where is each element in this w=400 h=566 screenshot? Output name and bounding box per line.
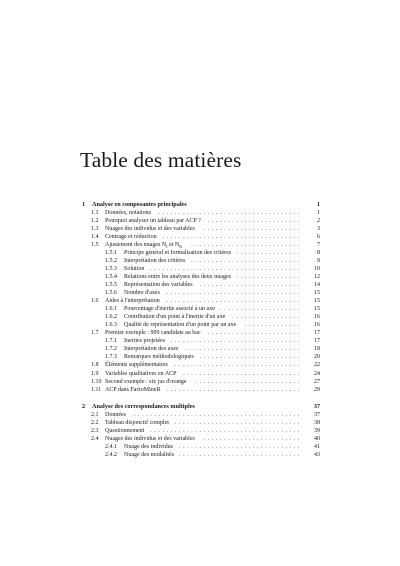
toc-entry-number: 1.2 xyxy=(91,218,99,225)
toc-entry-title: Premier exemple : 909 candidats au bac xyxy=(105,330,201,337)
toc-entry-number: 1.5.4 xyxy=(105,274,117,281)
toc-entry-title: Aides à l'interprétation xyxy=(105,298,160,305)
toc-entry-title: Pourcentage d'inertie associé à un axe xyxy=(124,306,215,313)
toc-section-entry[interactable] xyxy=(80,233,320,241)
toc-page-number: 17 xyxy=(314,330,320,337)
toc-page-number: 20 xyxy=(314,354,320,361)
toc-entry-number: 1.8 xyxy=(91,362,99,369)
toc-entry-title: Interprétation des critères xyxy=(124,258,186,265)
toc-entry-number: 1.6.2 xyxy=(105,314,117,321)
toc-entry-number: 1.1 xyxy=(91,210,99,217)
toc-entry-number: 2.3 xyxy=(91,428,99,435)
toc-entry-number: 1.9 xyxy=(91,370,99,377)
toc-page-number: 14 xyxy=(314,282,320,289)
toc-page-number: 16 xyxy=(314,314,320,321)
toc-dot-leader: ............................... xyxy=(174,362,302,369)
toc-subsection-entry[interactable] xyxy=(80,273,320,281)
toc-entry-number: 2.1 xyxy=(91,412,99,419)
toc-subsection-entry[interactable] xyxy=(80,443,320,451)
toc-section-entry[interactable] xyxy=(80,241,320,249)
toc-page-number: 39 xyxy=(314,428,320,435)
toc-page-number: 37 xyxy=(313,403,320,411)
toc-page-number: 15 xyxy=(314,290,320,297)
toc-page-number: 15 xyxy=(314,306,320,313)
toc-page-number: 37 xyxy=(314,412,320,419)
toc-section-entry[interactable] xyxy=(80,225,320,233)
toc-page-number: 8 xyxy=(317,250,320,257)
toc-section-entry[interactable] xyxy=(80,386,320,394)
toc-dot-leader: ........................... xyxy=(191,242,302,249)
toc-entry-number: 1.7.2 xyxy=(105,346,117,353)
toc-section-entry[interactable] xyxy=(80,217,320,225)
toc-page-number: 2 xyxy=(317,218,320,225)
toc-dot-leader: ................ xyxy=(236,250,302,257)
toc-entry-title: Solution xyxy=(124,266,145,273)
toc-chapter-entry[interactable] xyxy=(80,403,320,411)
toc-dot-leader: ........................ xyxy=(203,436,302,443)
toc-page-number: 1 xyxy=(316,201,320,208)
toc-entry-title: Pourquoi analyser un tableau par ACP ? xyxy=(105,218,201,225)
toc-page-number: 41 xyxy=(314,444,320,451)
toc-entry-title: Principe général et formalisation des critères xyxy=(124,250,232,257)
toc-entry-title: Ajustement des nuages $N_I$ et $N_K$ xyxy=(105,242,183,250)
toc-page-number: 7 xyxy=(317,242,320,249)
toc-entry-title: Interprétation des axes xyxy=(124,346,179,353)
toc-dot-leader: ........................ xyxy=(203,226,302,233)
toc-dot-leader: ......................... xyxy=(199,282,302,289)
toc-entry-number: 1.6.3 xyxy=(105,322,117,329)
toc-dot-leader: .............................. xyxy=(179,452,302,459)
toc-section-entry[interactable] xyxy=(80,361,320,369)
toc-dot-leader: ....................... xyxy=(207,330,302,337)
toc-entry-title: Remarques méthodologiques xyxy=(124,354,194,361)
toc-page-number: 24 xyxy=(314,370,320,377)
toc-subsection-entry[interactable] xyxy=(80,451,320,459)
toc-subsection-entry[interactable] xyxy=(80,321,320,329)
toc-entry-title: Centrage et réduction xyxy=(105,234,157,241)
toc-dot-leader: ............................... xyxy=(174,420,302,427)
toc-page-number: 6 xyxy=(317,234,320,241)
toc-dot-leader: ......................................... xyxy=(133,412,302,419)
toc-entry-number: 1.7.1 xyxy=(105,338,117,345)
toc-page-number: 17 xyxy=(314,338,320,345)
toc-page-number: 3 xyxy=(317,226,320,233)
toc-dot-leader: ................ xyxy=(236,274,302,281)
toc-subsection-entry[interactable] xyxy=(80,353,320,361)
toc-page-number: 16 xyxy=(314,322,320,329)
toc-entry-title: Nuages des individus et des variables xyxy=(105,436,195,443)
toc-entry-title: Relations entre les analyses des deux nuages xyxy=(124,274,231,281)
toc-section-entry[interactable] xyxy=(80,297,320,305)
toc-page-number: 1 xyxy=(317,210,320,217)
toc-dot-leader: ................................. xyxy=(166,386,302,393)
toc-entry-title: Variables qualitatives en ACP xyxy=(105,370,177,377)
toc-page-number: 15 xyxy=(314,298,320,305)
toc-dot-leader: ......................... xyxy=(199,354,302,361)
toc-entry-number: 1.6.1 xyxy=(105,306,117,313)
toc-entry-title: Contribution d'un point à l'inertie d'un axe xyxy=(124,314,226,321)
toc-subsection-entry[interactable] xyxy=(80,313,320,321)
toc-entry-number: 1.10 xyxy=(91,378,102,385)
toc-subsection-entry[interactable] xyxy=(80,337,320,345)
toc-entry-number: 1.5 xyxy=(91,242,99,249)
toc-entry-title: Données, notations xyxy=(105,210,151,217)
toc-entry-number: 2 xyxy=(82,403,86,411)
toc-entry-number: 2.4.1 xyxy=(105,444,117,451)
toc-entry-number: 2.2 xyxy=(91,420,99,427)
toc-entry-number: 1.4 xyxy=(91,234,99,241)
toc-entry-number: 1.5.1 xyxy=(105,250,117,257)
toc-dot-leader: ..................................... xyxy=(150,266,302,273)
toc-entry-title: Nuage des individus xyxy=(124,444,173,451)
toc-dot-leader: .............. xyxy=(244,322,302,329)
page-title: Table des matières xyxy=(80,148,242,172)
toc-section-entry[interactable] xyxy=(80,329,320,337)
toc-dot-leader: ............................ xyxy=(187,346,302,353)
toc-entry-number: 1.11 xyxy=(91,386,102,393)
toc-page-number: 12 xyxy=(314,274,320,281)
toc-subsection-entry[interactable] xyxy=(80,305,320,313)
toc-section-entry[interactable] xyxy=(80,411,320,419)
toc-entry-title: ACP dans FactoMineR xyxy=(105,386,161,393)
toc-entry-title: Second exemple : six jus d'orange xyxy=(105,378,187,385)
toc-entry-number: 1.5.6 xyxy=(105,290,117,297)
toc-entry-title: Tableau disjonctif complet xyxy=(105,420,169,427)
toc-subsection-entry[interactable] xyxy=(80,265,320,273)
toc-dot-leader: ................................ xyxy=(170,338,302,345)
toc-section-entry[interactable] xyxy=(80,209,320,217)
toc-dot-leader: .................... xyxy=(220,306,302,313)
toc-entry-title: Nuages des individus et des variables xyxy=(105,226,195,233)
toc-entry-number: 1.6 xyxy=(91,298,99,305)
toc-page-number: 38 xyxy=(314,420,320,427)
toc-section-entry[interactable] xyxy=(80,427,320,435)
toc-section-entry[interactable] xyxy=(80,378,320,386)
table-of-contents xyxy=(80,201,320,459)
toc-entry-number: 2.4 xyxy=(91,436,99,443)
toc-dot-leader: ............................. xyxy=(183,370,302,377)
toc-subsection-entry[interactable] xyxy=(80,289,320,297)
toc-page-number: 40 xyxy=(314,436,320,443)
toc-subsection-entry[interactable] xyxy=(80,281,320,289)
toc-page-number: 22 xyxy=(314,362,320,369)
toc-dot-leader: ................................. xyxy=(166,290,302,297)
toc-page-number: 43 xyxy=(314,452,320,459)
toc-entry-number: 1.7.3 xyxy=(105,354,117,361)
toc-entry-title: Nombre d'axes xyxy=(124,290,160,297)
toc-dot-leader: ................................... xyxy=(158,210,302,217)
toc-entry-number: 1.3 xyxy=(91,226,99,233)
toc-subsection-entry[interactable] xyxy=(80,257,320,265)
toc-entry-number: 1.7 xyxy=(91,330,99,337)
toc-chapter-entry[interactable] xyxy=(80,201,320,209)
toc-entry-title: Questionnement xyxy=(105,428,145,435)
toc-page-number: 10 xyxy=(314,266,320,273)
toc-entry-title: Inerties projetées xyxy=(124,338,166,345)
toc-dot-leader: ................. xyxy=(232,314,302,321)
toc-page-number: 18 xyxy=(314,346,320,353)
toc-dot-leader: .............................. xyxy=(179,444,302,451)
toc-entry-number: 1.5.3 xyxy=(105,266,117,273)
toc-page-number: 27 xyxy=(314,378,320,385)
toc-entry-number: 2.4.2 xyxy=(105,452,117,459)
toc-entry-title: Éléments supplémentaires xyxy=(105,362,168,369)
toc-section-entry[interactable] xyxy=(80,419,320,427)
toc-entry-title: Qualité de représentation d'un point par un axe xyxy=(124,322,237,329)
toc-entry-title: Représentation des variables xyxy=(124,282,193,289)
toc-entry-number: 1.5.5 xyxy=(105,282,117,289)
toc-dot-leader: .................................. xyxy=(162,234,302,241)
toc-dot-leader: ........................... xyxy=(191,258,302,265)
toc-dot-leader: .......................... xyxy=(195,378,302,385)
toc-dot-leader: ..................................... xyxy=(150,428,302,435)
toc-page-number: 9 xyxy=(317,258,320,265)
toc-entry-title: Analyse en composantes principales xyxy=(92,201,187,208)
toc-subsection-entry[interactable] xyxy=(80,249,320,257)
toc-section-entry[interactable] xyxy=(80,370,320,378)
toc-page-number: 29 xyxy=(314,386,320,393)
toc-subsection-entry[interactable] xyxy=(80,345,320,353)
toc-dot-leader: ....................... xyxy=(207,218,302,225)
toc-entry-title: Données xyxy=(105,412,126,419)
toc-entry-number: 1.5.2 xyxy=(105,258,117,265)
toc-section-entry[interactable] xyxy=(80,435,320,443)
toc-entry-title: Analyse des correspondances multiples xyxy=(92,403,195,411)
toc-entry-title: Nuage des modalités xyxy=(124,452,174,459)
toc-entry-number: 1 xyxy=(82,201,86,208)
toc-dot-leader: ................................. xyxy=(166,298,302,305)
